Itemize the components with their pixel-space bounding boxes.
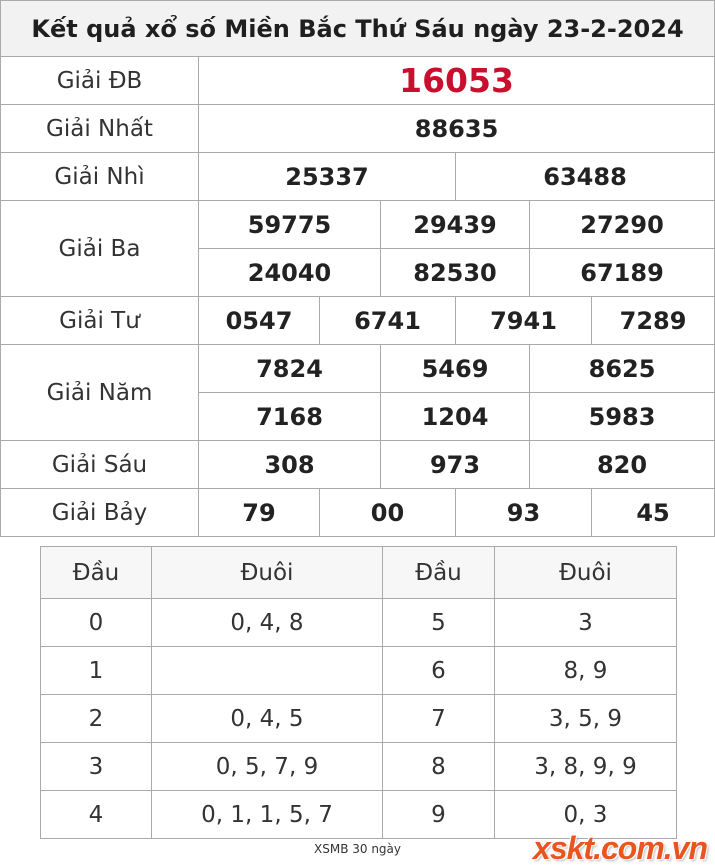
- table-row: [41, 743, 677, 791]
- prize-label: Giải Bảy: [1, 489, 199, 537]
- prize-row-tu: [1, 297, 715, 345]
- prize-number: 5983: [530, 393, 715, 441]
- prize-number: 5469: [381, 345, 530, 393]
- prize-number: 63488: [456, 153, 715, 201]
- column-header: Đuôi: [495, 547, 677, 599]
- duoi-cell: 8, 9: [495, 647, 677, 695]
- prize-number: 0547: [199, 297, 320, 345]
- duoi-cell: 0, 4, 5: [152, 695, 383, 743]
- history-link[interactable]: XSMB 30 ngày: [314, 842, 401, 856]
- prize-number: 45: [592, 489, 715, 537]
- duoi-cell: 0, 4, 8: [152, 599, 383, 647]
- prize-number: 6741: [320, 297, 456, 345]
- duoi-cell: 3: [495, 599, 677, 647]
- prize-row-db: [1, 57, 715, 105]
- prize-number: 1204: [381, 393, 530, 441]
- loto-header-row: [41, 547, 677, 599]
- prize-label: Giải Năm: [1, 345, 199, 441]
- prize-number: 00: [320, 489, 456, 537]
- prize-label: Giải ĐB: [1, 57, 199, 105]
- prize-row-nam: [1, 345, 715, 393]
- prize-number: 7941: [456, 297, 592, 345]
- prize-number: 820: [530, 441, 715, 489]
- dau-cell: 3: [41, 743, 152, 791]
- dau-cell: 1: [41, 647, 152, 695]
- duoi-cell: [152, 647, 383, 695]
- prize-row-bay: [1, 489, 715, 537]
- table-row: [41, 695, 677, 743]
- prize-number: 67189: [530, 249, 715, 297]
- prize-number: 59775: [199, 201, 381, 249]
- table-row: [41, 647, 677, 695]
- duoi-cell: 3, 5, 9: [495, 695, 677, 743]
- page-title: Kết quả xổ số Miền Bắc Thứ Sáu ngày 23-2-2024: [1, 1, 715, 57]
- prize-number: 29439: [381, 201, 530, 249]
- duoi-cell: 0, 1, 1, 5, 7: [152, 791, 383, 839]
- prize-number: 27290: [530, 201, 715, 249]
- prize-row-ba: [1, 201, 715, 249]
- dau-cell: 9: [383, 791, 495, 839]
- duoi-cell: 0, 5, 7, 9: [152, 743, 383, 791]
- dau-cell: 8: [383, 743, 495, 791]
- prize-number: 7289: [592, 297, 715, 345]
- prize-number: 93: [456, 489, 592, 537]
- dau-cell: 0: [41, 599, 152, 647]
- prize-label: Giải Sáu: [1, 441, 199, 489]
- dau-cell: 4: [41, 791, 152, 839]
- prize-number: 25337: [199, 153, 456, 201]
- prize-row-nhi: [1, 153, 715, 201]
- prize-label: Giải Nhì: [1, 153, 199, 201]
- prize-number: 973: [381, 441, 530, 489]
- table-row: [41, 599, 677, 647]
- brand-logo: xskt.com.vn: [533, 830, 707, 866]
- prize-label: Giải Nhất: [1, 105, 199, 153]
- prize-row-sau: [1, 441, 715, 489]
- dau-cell: 2: [41, 695, 152, 743]
- loto-table: [40, 546, 677, 839]
- prize-number: 8625: [530, 345, 715, 393]
- column-header: Đuôi: [152, 547, 383, 599]
- duoi-cell: 3, 8, 9, 9: [495, 743, 677, 791]
- prize-row-nhat: [1, 105, 715, 153]
- prize-number: 82530: [381, 249, 530, 297]
- prize-number: 7824: [199, 345, 381, 393]
- column-header: Đầu: [41, 547, 152, 599]
- prize-number: 24040: [199, 249, 381, 297]
- prize-number: 88635: [199, 105, 715, 153]
- dau-cell: 6: [383, 647, 495, 695]
- prize-number: 79: [199, 489, 320, 537]
- column-header: Đầu: [383, 547, 495, 599]
- prize-label: Giải Ba: [1, 201, 199, 297]
- duoi-cell: 0, 3: [495, 791, 677, 839]
- prize-number: 7168: [199, 393, 381, 441]
- prize-label: Giải Tư: [1, 297, 199, 345]
- dau-cell: 7: [383, 695, 495, 743]
- prize-number: 308: [199, 441, 381, 489]
- special-prize-number: 16053: [199, 57, 715, 105]
- dau-cell: 5: [383, 599, 495, 647]
